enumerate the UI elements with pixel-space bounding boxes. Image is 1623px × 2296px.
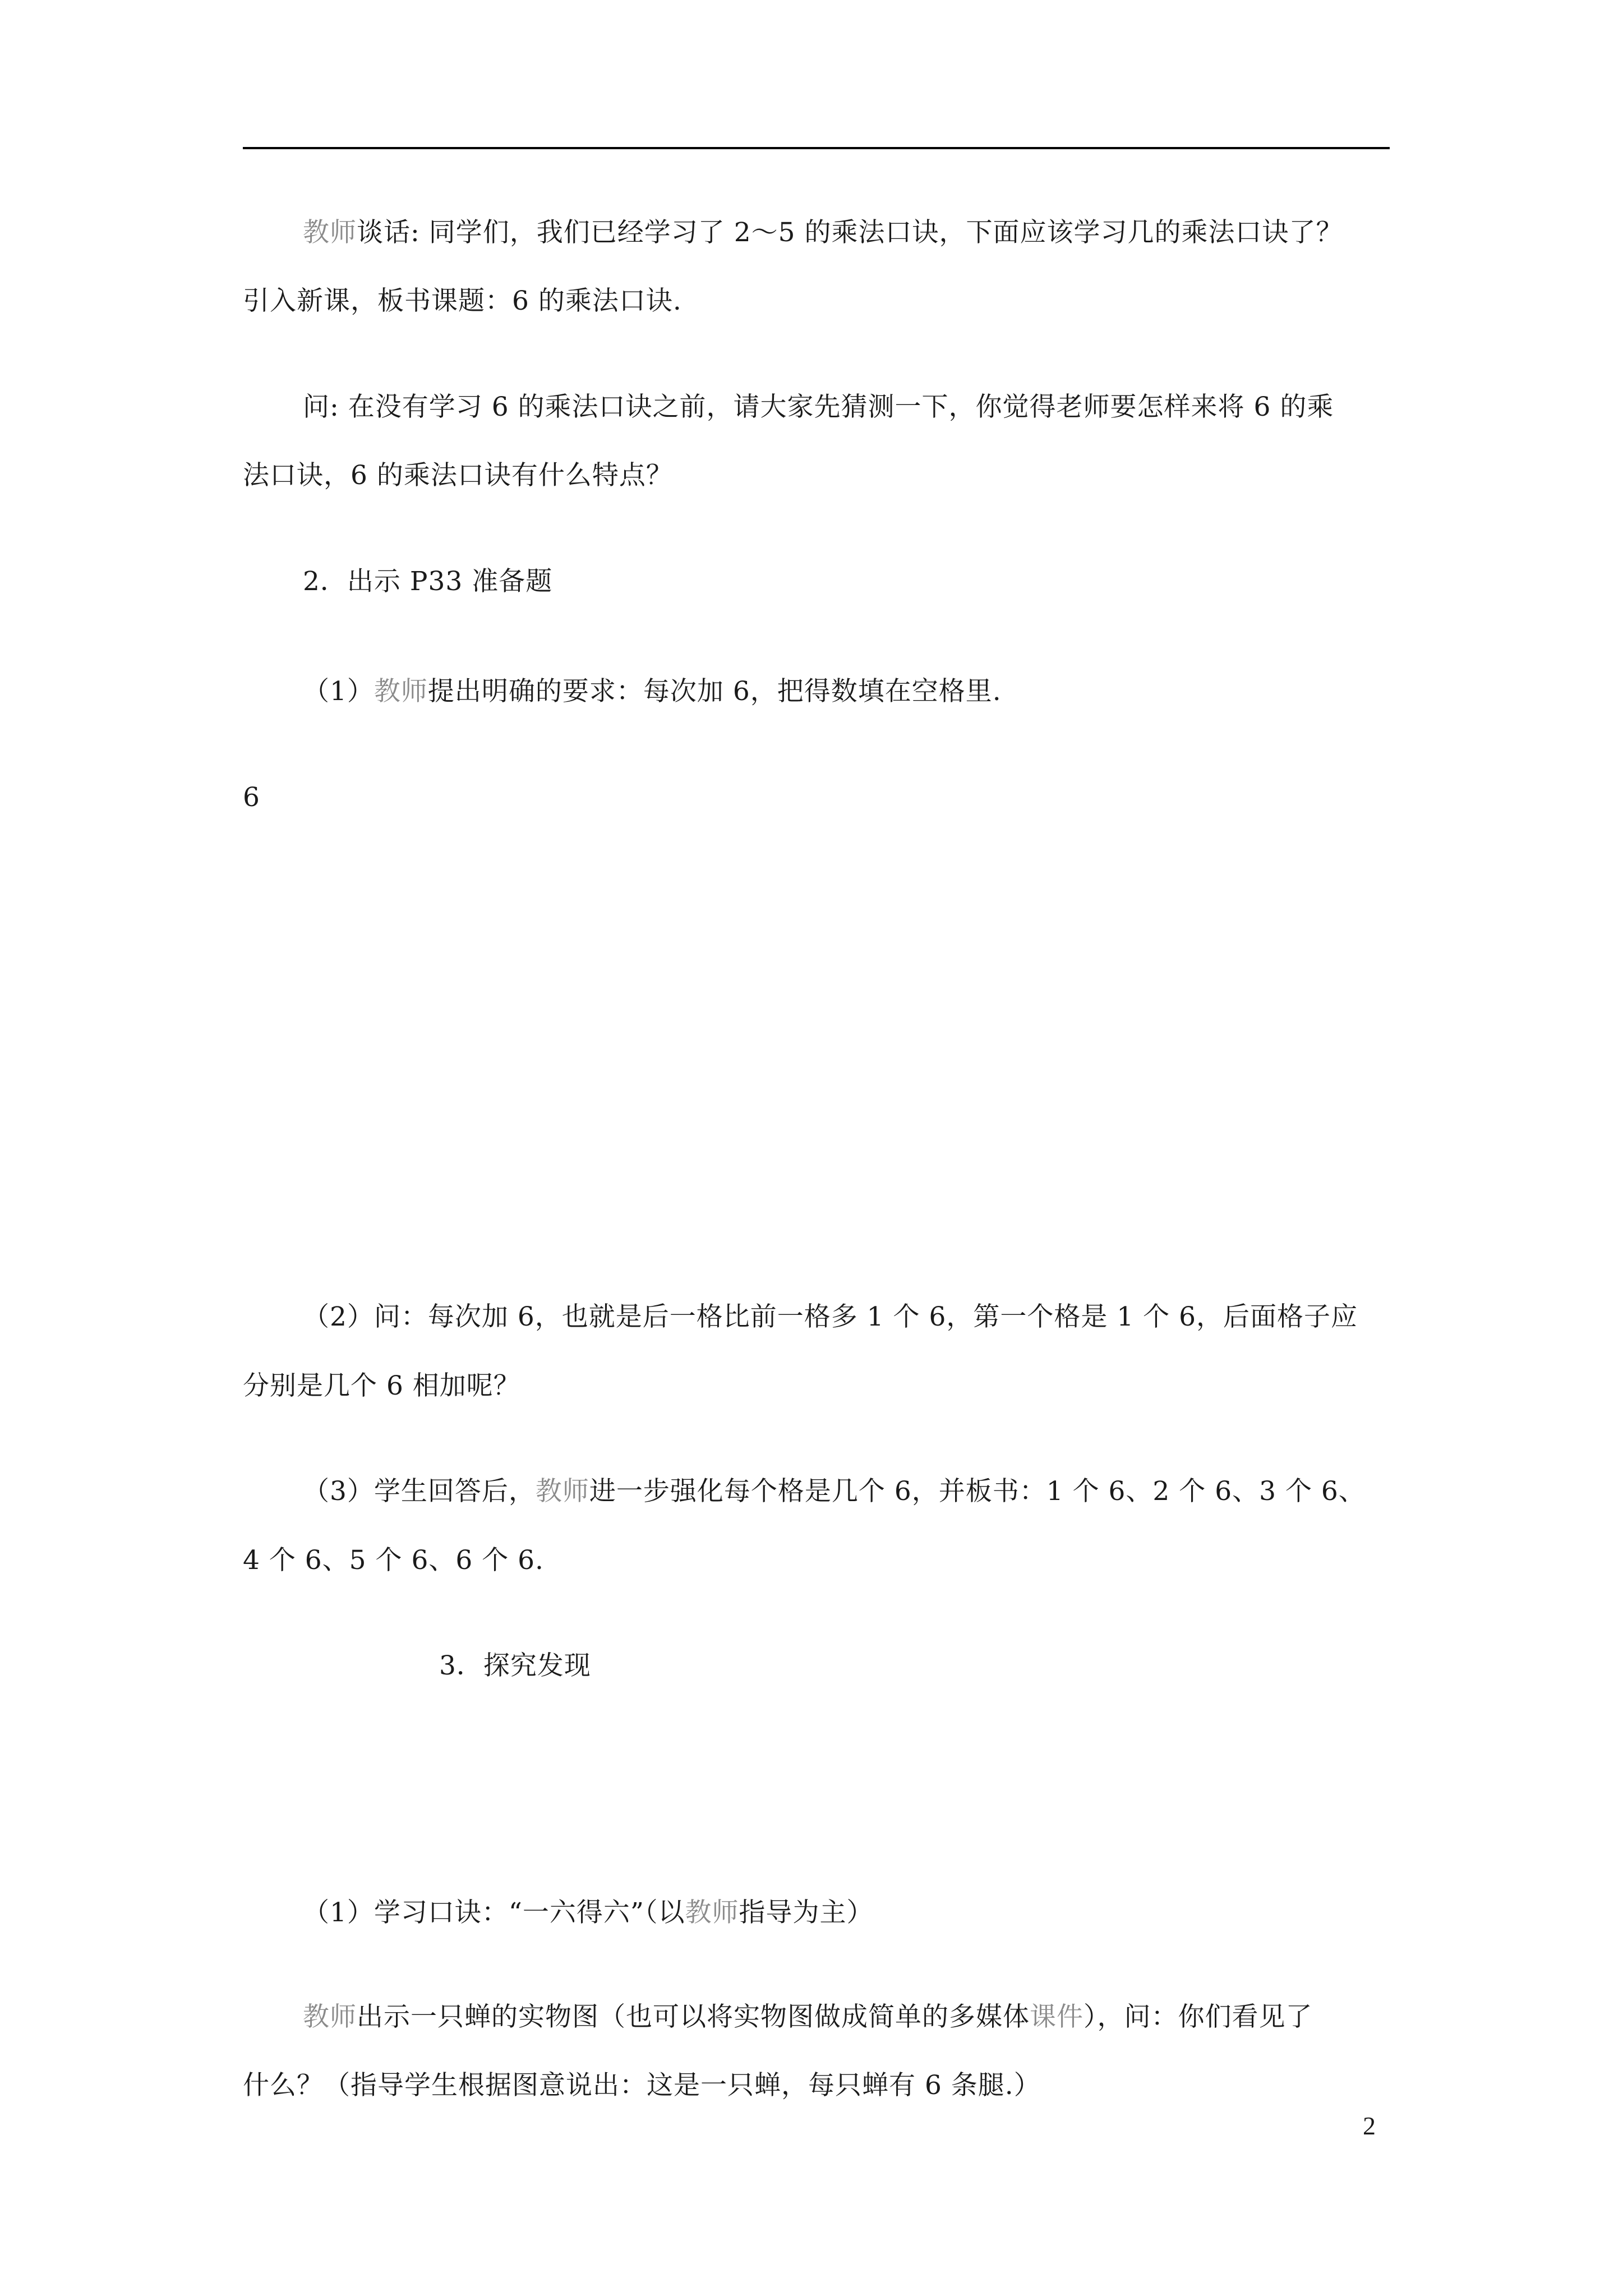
page-number: 2	[1363, 2111, 1376, 2140]
step-3-line-1	[303, 1475, 1366, 1508]
final-paragraph-text-1: 出示一只蝉的实物图（也可以将实物图做成简单的多媒体	[357, 2001, 1030, 2032]
teacher-link: 教师	[685, 1897, 739, 1928]
paragraph-1-line-2: 引入新课，板书课题：6 的乘法口诀.	[243, 286, 682, 316]
teacher-link: 教师	[374, 676, 428, 707]
step-1-text: 提出明确的要求：每次加 6，把得数填在空格里.	[427, 676, 1002, 707]
final-paragraph-line-2: 什么？（指导学生根据图意说出：这是一只蝉，每只蝉有 6 条腿.）	[243, 2070, 1041, 2101]
section-2-heading: 2．出示 P33 准备题	[303, 566, 553, 597]
paragraph-2-line-1: 问: 在没有学习 6 的乘法口诀之前，请大家先猜测一下，你觉得老师要怎样来将 6 的乘	[303, 392, 1334, 422]
sub-step-1-text: 指导为主）	[739, 1897, 874, 1928]
paragraph-2-line-2: 法口诀，6 的乘法口诀有什么特点？	[243, 460, 673, 491]
paragraph-1-line-1	[303, 216, 1343, 250]
paragraph-1-text: 谈话: 同学们，我们已经学习了 2～5 的乘法口诀，下面应该学习几的乘法口诀了？	[357, 217, 1343, 248]
header-rule	[243, 147, 1390, 149]
step-3-line-2: 4 个 6、5 个 6、6 个 6.	[243, 1545, 544, 1576]
grid-first-value: 6	[243, 782, 260, 813]
courseware-link: 课件	[1030, 2001, 1083, 2032]
section-3-heading: 3．探究发现	[439, 1650, 591, 1681]
sub-step-1-prefix: （1）学习口诀：“一六得六”（以	[303, 1897, 685, 1928]
sub-step-1-line	[303, 1896, 873, 1930]
step-1-line	[303, 675, 1002, 708]
teacher-link: 教师	[535, 1476, 589, 1507]
final-paragraph-text-2: ），问：你们看见了	[1083, 2001, 1313, 2032]
teacher-link: 教师	[303, 2001, 357, 2032]
step-2-line-2: 分别是几个 6 相加呢？	[243, 1370, 520, 1401]
step-2-line-1: （2）问：每次加 6，也就是后一格比前一格多 1 个 6，第一个格是 1 个 6，后面格子应	[303, 1301, 1358, 1332]
teacher-link: 教师	[303, 217, 357, 248]
step-3-prefix: （3）学生回答后，	[303, 1476, 536, 1507]
step-3-text: 进一步强化每个格是几个 6，并板书：1 个 6、2 个 6、3 个 6、	[589, 1476, 1366, 1507]
final-paragraph-line-1	[303, 2000, 1313, 2034]
step-1-prefix: （1）	[303, 676, 374, 707]
